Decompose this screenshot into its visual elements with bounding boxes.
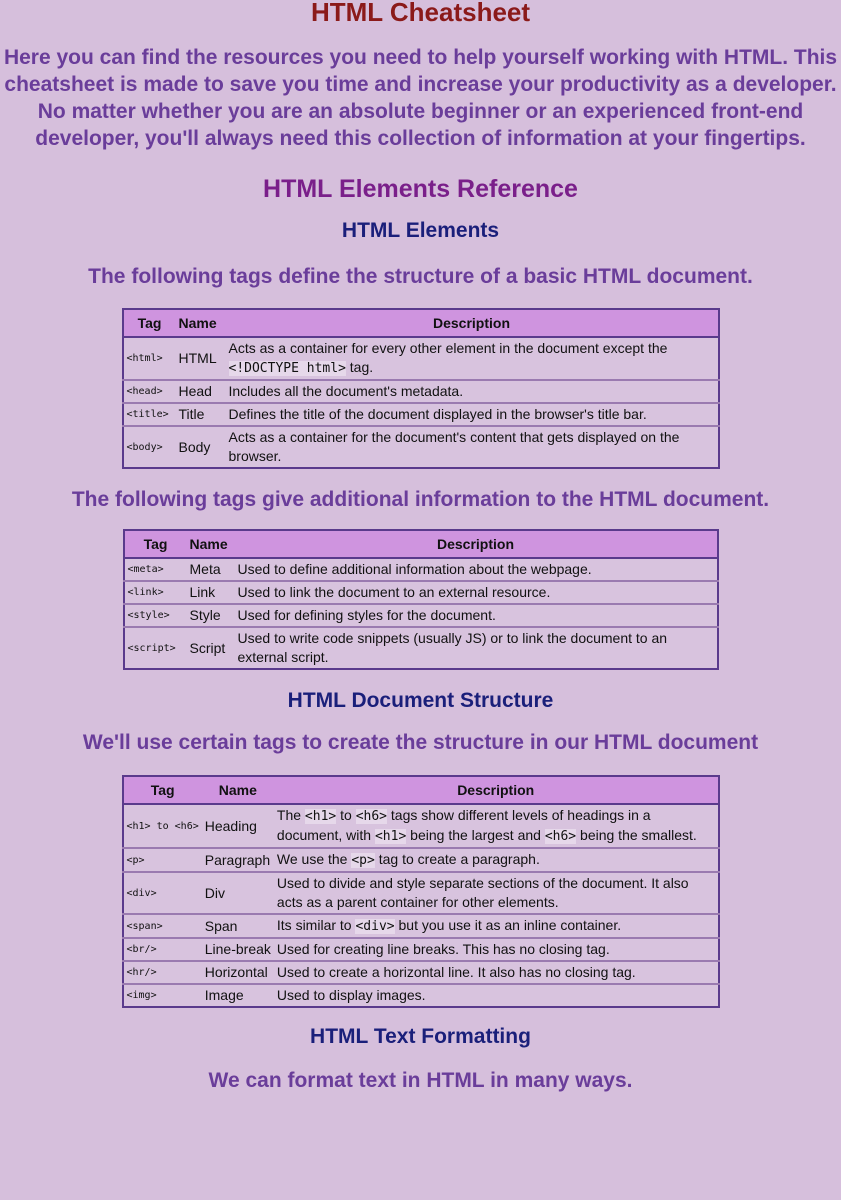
elements-lead: The following tags define the structure of a basic HTML document. [88, 265, 753, 288]
name-cell: Image [202, 984, 274, 1007]
description-cell [274, 938, 719, 961]
description-text: Used for creating line breaks. This has no closing tag. [276, 941, 610, 957]
elements-heading: HTML Elements [341, 219, 500, 242]
table-row [123, 984, 719, 1007]
description-text: tag. [345, 359, 374, 375]
table-row [123, 804, 719, 848]
description-text: Used for defining styles for the document. [237, 607, 496, 623]
description-text: Its similar to [276, 917, 356, 933]
description-text: Acts as a container for every other element in the document except the [228, 340, 668, 356]
description-column-header: Description [235, 530, 718, 558]
description-text: Acts as a container for the document's content that gets displayed on the browser. [228, 429, 680, 464]
description-cell [274, 848, 719, 872]
name-cell: Horizontal [202, 961, 274, 984]
description-text: tag to create a paragraph. [374, 851, 540, 867]
description-text: but you use it as an inline container. [394, 917, 622, 933]
name-cell: Span [202, 914, 274, 938]
name-column-header: Name [176, 309, 226, 337]
tag-cell: <img> [123, 984, 202, 1007]
name-cell: Title [176, 403, 226, 426]
structure-heading: HTML Document Structure [287, 689, 554, 712]
description-cell [226, 380, 719, 403]
table-row [124, 627, 718, 669]
description-text: Used to create a horizontal line. It also has no closing tag. [276, 964, 636, 980]
description-text: The [276, 807, 305, 823]
tag-column-header: Tag [123, 776, 202, 804]
additional-lead: The following tags give additional information to the HTML document. [71, 488, 770, 511]
description-cell [226, 426, 719, 468]
name-cell: Paragraph [202, 848, 274, 872]
table-row [124, 581, 718, 604]
tag-cell: <p> [123, 848, 202, 872]
basic-structure-table [122, 308, 720, 469]
description-cell [235, 558, 718, 581]
table-row [123, 872, 719, 914]
table-row [123, 380, 719, 403]
inline-code: <h1> [304, 809, 337, 824]
table-row [123, 938, 719, 961]
description-cell [226, 403, 719, 426]
description-text: Used to define additional information about the webpage. [237, 561, 592, 577]
description-cell [226, 337, 719, 380]
name-cell: Heading [202, 804, 274, 848]
table-header-row [123, 776, 719, 804]
tag-cell: <hr/> [123, 961, 202, 984]
inline-code: <!DOCTYPE html> [228, 361, 346, 376]
description-cell [235, 581, 718, 604]
description-text: We use the [276, 851, 352, 867]
description-text: being the smallest. [576, 827, 697, 843]
intro-paragraph: Here you can find the resources you need to help yourself working with HTML. This cheatsheet is made to save you time and increase your productivity as a developer. No matter whether you are an absolute beginner or an experienced front-end developer, you'll always need this collection of information at your fingertips. [3, 46, 838, 150]
description-text: being the largest and [406, 827, 545, 843]
tag-column-header: Tag [123, 309, 176, 337]
table-row [123, 337, 719, 380]
inline-code: <h6> [544, 829, 577, 844]
table-row [123, 848, 719, 872]
description-cell [274, 872, 719, 914]
name-cell: Meta [187, 558, 235, 581]
tag-cell: <script> [124, 627, 187, 669]
tag-cell: <h1> to <h6> [123, 804, 202, 848]
structure-lead: We'll use certain tags to create the structure in our HTML document [82, 731, 759, 754]
tag-column-header: Tag [124, 530, 187, 558]
tag-cell: <div> [123, 872, 202, 914]
page-title: HTML Cheatsheet [310, 0, 531, 22]
description-text: Defines the title of the document displayed in the browser's title bar. [228, 406, 647, 422]
table-row [123, 961, 719, 984]
name-cell: Div [202, 872, 274, 914]
metadata-table [123, 529, 719, 670]
description-column-header: Description [226, 309, 719, 337]
table-row [124, 604, 718, 627]
description-cell [274, 914, 719, 938]
name-cell: HTML [176, 337, 226, 380]
table-row [123, 914, 719, 938]
table-row [123, 403, 719, 426]
tag-cell: <head> [123, 380, 176, 403]
inline-code: <h1> [374, 829, 407, 844]
tag-cell: <link> [124, 581, 187, 604]
description-cell [235, 627, 718, 669]
name-cell: Head [176, 380, 226, 403]
formatting-heading: HTML Text Formatting [310, 1025, 531, 1048]
tag-cell: <meta> [124, 558, 187, 581]
name-column-header: Name [187, 530, 235, 558]
name-cell: Line-break [202, 938, 274, 961]
section-heading: HTML Elements Reference [263, 175, 578, 203]
formatting-lead: We can format text in HTML in many ways. [208, 1069, 633, 1092]
name-cell: Script [187, 627, 235, 669]
tag-cell: <body> [123, 426, 176, 468]
tag-cell: <style> [124, 604, 187, 627]
table-row [123, 426, 719, 468]
description-cell [235, 604, 718, 627]
description-text: Used to link the document to an external resource. [237, 584, 551, 600]
document-structure-table [122, 775, 720, 1008]
table-row [124, 558, 718, 581]
description-text: to [336, 807, 356, 823]
name-cell: Link [187, 581, 235, 604]
tag-cell: <title> [123, 403, 176, 426]
description-text: Includes all the document's metadata. [228, 383, 464, 399]
description-text: Used to divide and style separate sections of the document. It also acts as a parent container for other elements. [276, 875, 689, 910]
table-header-row [124, 530, 718, 558]
description-text: tags show different levels of headings in a document, with [276, 807, 651, 843]
description-cell [274, 804, 719, 848]
inline-code: <div> [355, 919, 395, 934]
table-header-row [123, 309, 719, 337]
description-cell [274, 984, 719, 1007]
tag-cell: <span> [123, 914, 202, 938]
tag-cell: <html> [123, 337, 176, 380]
description-cell [274, 961, 719, 984]
description-text: Used to write code snippets (usually JS) or to link the document to an external script. [237, 630, 668, 665]
description-text: Used to display images. [276, 987, 426, 1003]
name-cell: Body [176, 426, 226, 468]
name-column-header: Name [202, 776, 274, 804]
inline-code: <h6> [355, 809, 388, 824]
description-column-header: Description [274, 776, 719, 804]
inline-code: <p> [351, 853, 375, 868]
name-cell: Style [187, 604, 235, 627]
tag-cell: <br/> [123, 938, 202, 961]
